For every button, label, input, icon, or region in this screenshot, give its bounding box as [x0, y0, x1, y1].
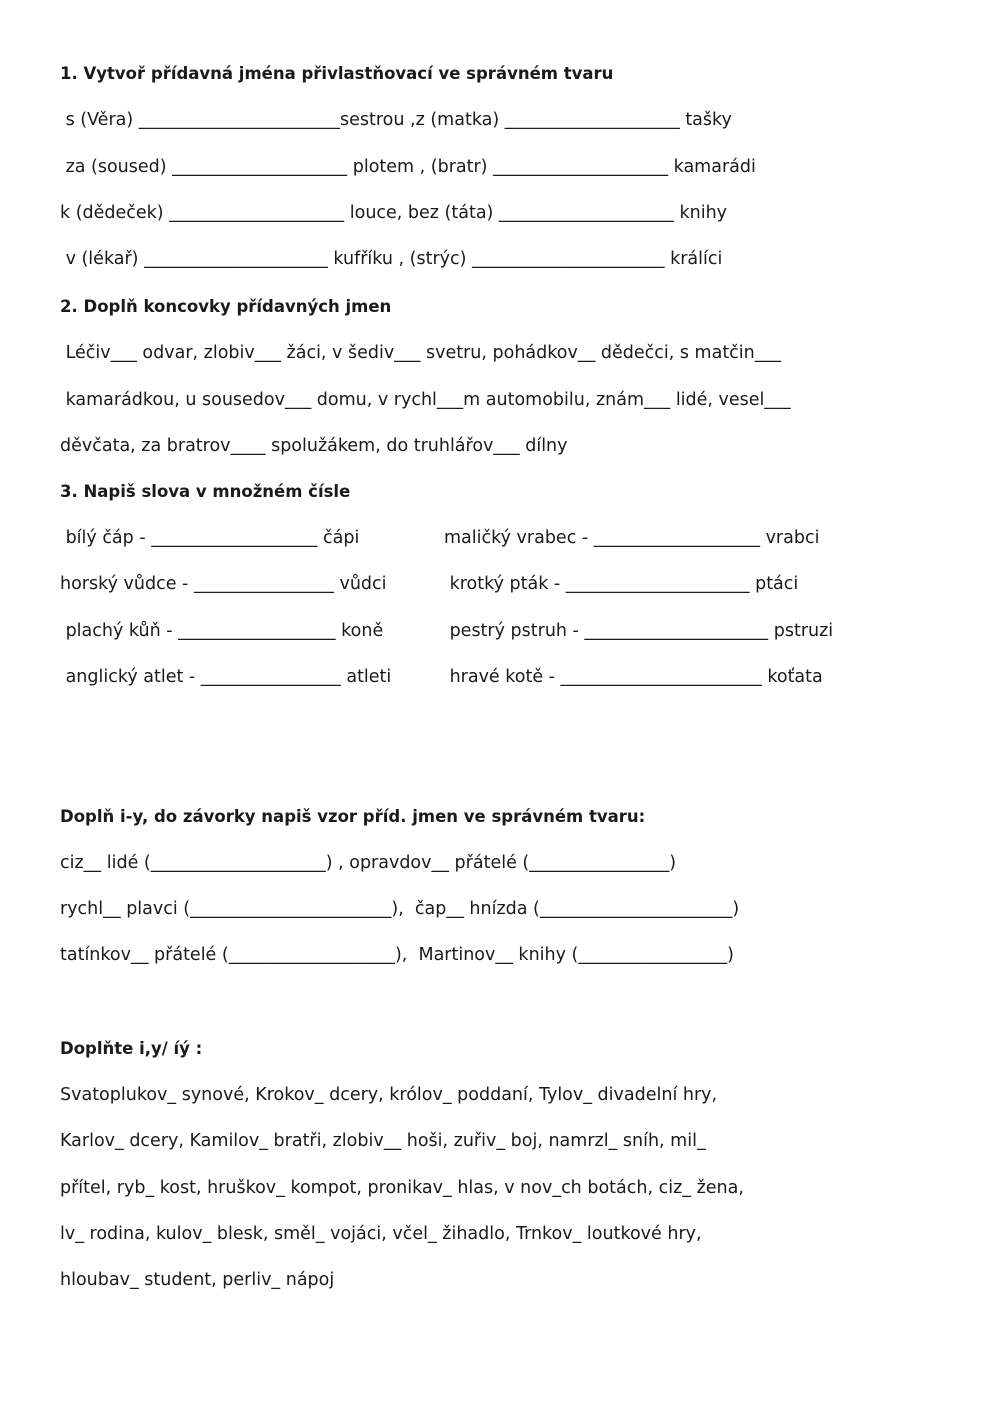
section-2-line-2: kamarádkou, u sousedov___ domu, v rychl___m automobilu, znám___ lidé, vesel___	[60, 390, 791, 410]
section-3-left-3: plachý kůň - __________________ koně	[60, 621, 384, 641]
section-3-right-1: maličký vrabec - ___________________ vrabci	[444, 528, 820, 548]
section-2-line-3: děvčata, za bratrov____ spolužákem, do truhlářov___ dílny	[60, 436, 568, 456]
section-5-line-4: lv_ rodina, kulov_ blesk, směl_ vojáci, včel_ žihadlo, Trnkov_ loutkové hry,	[60, 1224, 702, 1244]
section-5-heading: Doplňte i,y/ íý :	[60, 1039, 203, 1058]
section-1-line-1: s (Věra) _______________________sestrou ,z (matka) ____________________ tašky	[60, 110, 732, 130]
section-4-line-3: tatínkov__ přátelé (___________________), Martinov__ knihy (_________________)	[60, 945, 734, 965]
section-1-line-2: za (soused) ____________________ plotem , (bratr) ____________________ kamarádi	[60, 157, 756, 177]
section-5-line-1: Svatoplukov_ synové, Krokov_ dcery, królov_ poddaní, Tylov_ divadelní hry,	[60, 1085, 718, 1105]
section-3-right-3: pestrý pstruh - _____________________ pstruzi	[444, 621, 834, 641]
section-5-line-3: přítel, ryb_ kost, hruškov_ kompot, pronikav_ hlas, v nov_ch botách, ciz_ žena,	[60, 1178, 744, 1198]
section-3-left-4: anglický atlet - ________________ atleti	[60, 667, 392, 687]
section-1-line-4: v (lékař) _____________________ kufříku , (strýc) ______________________ králíci	[60, 249, 723, 269]
section-3-left-2: horský vůdce - ________________ vůdci	[60, 574, 387, 594]
section-4-line-2: rychl__ plavci (_______________________), čap__ hnízda (______________________)	[60, 899, 740, 919]
section-5-line-5: hloubav_ student, perliv_ nápoj	[60, 1270, 335, 1290]
section-5-line-2: Karlov_ dcery, Kamilov_ bratři, zlobiv__ hoši, zuřiv_ boj, namrzl_ sníh, mil_	[60, 1131, 706, 1151]
section-4-heading: Doplň i-y, do závorky napiš vzor příd. jmen ve správném tvaru:	[60, 807, 646, 826]
section-3-right-4: hravé kotě - _______________________ koťata	[444, 667, 823, 687]
section-4-line-1: ciz__ lidé (____________________) , opravdov__ přátelé (________________)	[60, 853, 677, 873]
section-3-left-1: bílý čáp - ___________________ čápi	[60, 528, 360, 548]
section-3-right-2: krotký pták - _____________________ ptáci	[444, 574, 799, 594]
section-2-line-1: Léčiv___ odvar, zlobiv___ žáci, v šediv___ svetru, pohádkov__ dědečci, s matčin___	[60, 343, 782, 363]
section-1-line-3: k (dědeček) ____________________ louce, bez (táta) ____________________ knihy	[60, 203, 728, 223]
section-1-heading: 1. Vytvoř přídavná jména přivlastňovací ve správném tvaru	[60, 64, 614, 83]
section-3-heading: 3. Napiš slova v množném čísle	[60, 482, 351, 501]
section-2-heading: 2. Doplň koncovky přídavných jmen	[60, 297, 392, 316]
